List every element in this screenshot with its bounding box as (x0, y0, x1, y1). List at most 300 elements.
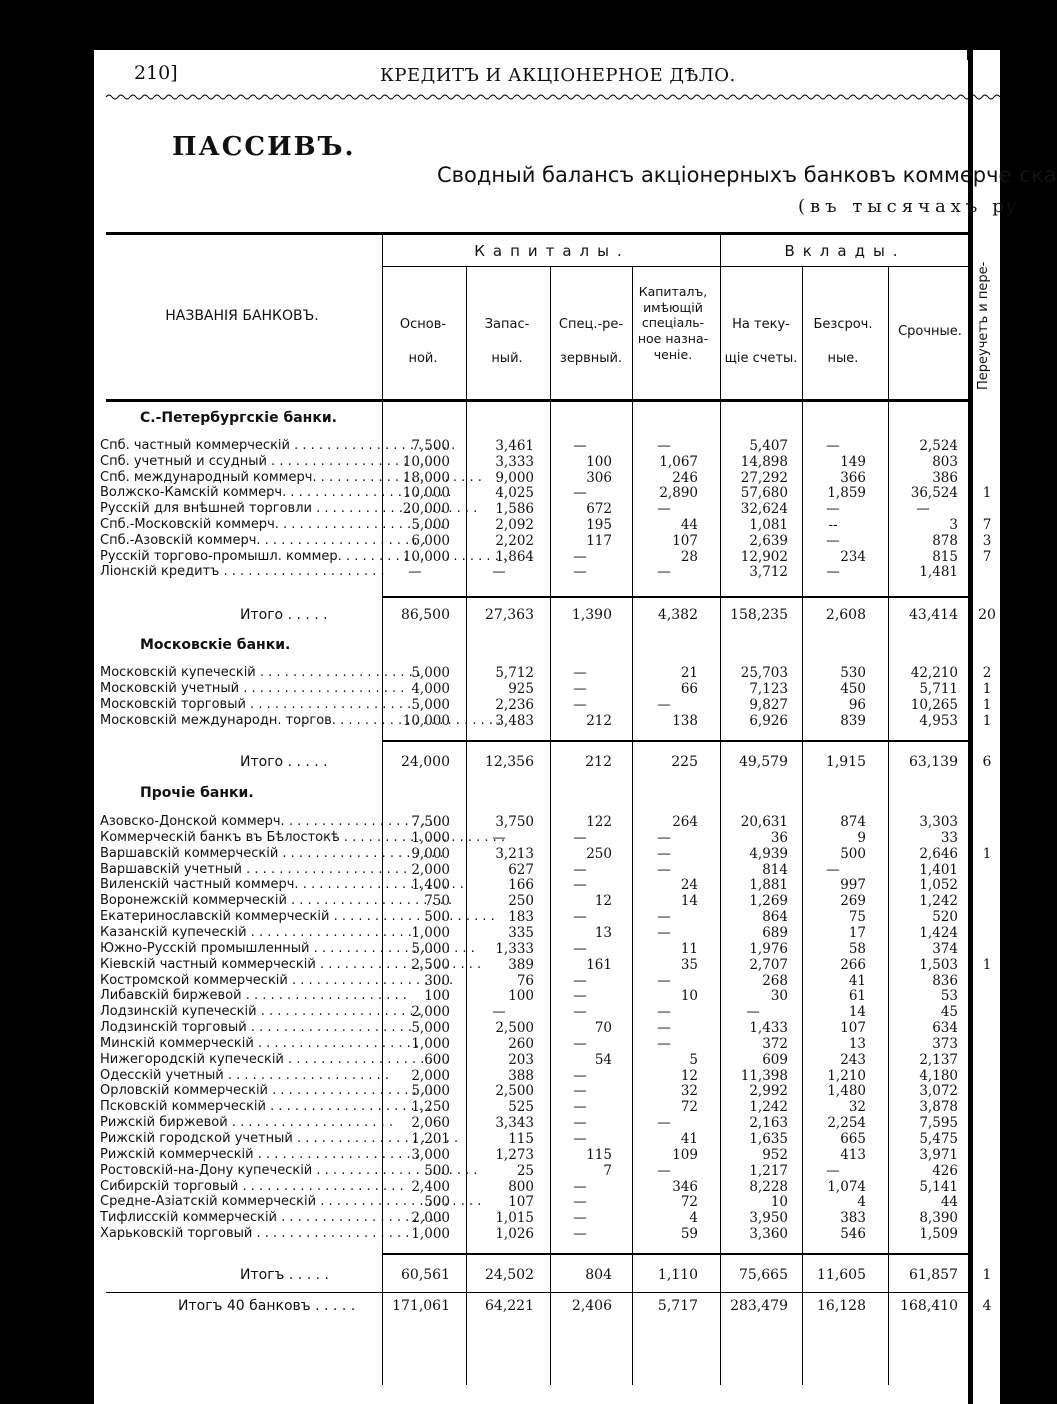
table-row (92, 909, 1000, 925)
cell-indefinite: 13 (848, 1035, 866, 1052)
cell-osnovnoi: 1,250 (411, 1099, 450, 1116)
cell-spec-reserve: — (573, 485, 587, 502)
capitals-group-rule (382, 266, 722, 267)
cell-term: 3,971 (919, 1146, 958, 1163)
cell-osnovnoi: 3,000 (411, 1146, 450, 1163)
cell-indefinite: 1,210 (827, 1067, 866, 1084)
cell-spec-reserve: — (573, 697, 587, 713)
cell-zapasnyi: 800 (508, 1178, 534, 1195)
cell-spec-reserve: — (573, 1226, 587, 1243)
cell-spec-reserve: — (573, 1083, 587, 1100)
grand-total-row (92, 1298, 1000, 1314)
total-label: Итогъ . . . . . (240, 1267, 329, 1283)
cell-current-accounts: 1,635 (749, 1131, 788, 1147)
bank-name: Рижскій биржевой . . . (100, 1115, 376, 1131)
table-row (92, 1194, 1000, 1210)
cell-special-capital: 264 (672, 814, 698, 830)
cell-spec-reserve: 1,390 (571, 607, 612, 623)
cell-spec-reserve: — (573, 665, 587, 681)
column-header-spec-reserve (550, 308, 632, 376)
cell-current-accounts: 2,163 (749, 1115, 788, 1132)
cell-zapasnyi: 2,500 (495, 1020, 534, 1037)
section-title-msk: Московскіе банки. (140, 637, 291, 653)
cell-term: 803 (932, 453, 958, 470)
cell-special-capital: — (657, 1004, 671, 1021)
cell-indefinite: 500 (840, 845, 866, 862)
table-row (92, 697, 1000, 713)
cell-term: 1,503 (919, 956, 958, 973)
cell-indefinite: 2,254 (827, 1115, 866, 1132)
spb-total-rule (382, 596, 968, 598)
cell-special-capital: — (657, 438, 671, 454)
cell-special-capital: — (657, 1020, 671, 1037)
cell-special-capital: 66 (680, 681, 698, 697)
cell-special-capital: — (657, 697, 671, 713)
bank-name: Русскій для внѣшней торговли . . . (100, 501, 376, 517)
cell-osnovnoi: 7,500 (411, 438, 450, 454)
cell-current-accounts: 158,235 (730, 607, 788, 623)
column-header-zapasnyi (466, 308, 548, 376)
cell-current-accounts: 3,360 (749, 1226, 788, 1243)
cell-current-accounts: 1,217 (749, 1162, 788, 1179)
cell-cut-column: 20 (978, 607, 996, 623)
cell-term: 10,265 (910, 697, 958, 713)
cell-term: 8,390 (919, 1210, 958, 1227)
bank-name: Азовско-Донской коммерч. . . . (100, 814, 376, 830)
cell-indefinite: 9 (857, 829, 866, 846)
cell-special-capital: — (657, 1115, 671, 1132)
cell-osnovnoi: 1,000 (411, 924, 450, 941)
column-header-line2: ный. (491, 350, 523, 366)
cell-current-accounts: 864 (762, 909, 788, 926)
cell-zapasnyi: 183 (508, 909, 534, 926)
bank-name: Московскій международн. торгов. . . . (100, 713, 376, 729)
cell-special-capital: 24 (680, 877, 698, 894)
cell-term: 4,953 (919, 713, 958, 729)
running-head: КРЕДИТЪ И АКЦІОНЕРНОЕ ДѢЛО. (380, 65, 736, 86)
cell-term: 63,139 (909, 754, 958, 770)
cell-current-accounts: 9,827 (749, 697, 788, 713)
cell-spec-reserve: — (573, 1178, 587, 1195)
section-title-other: Прочіе банки. (140, 785, 254, 801)
cell-osnovnoi: 2,000 (411, 1004, 450, 1021)
cell-zapasnyi: 100 (508, 988, 534, 1005)
cell-cut-column: 3 (982, 532, 992, 549)
cell-spec-reserve: 2,406 (571, 1298, 612, 1314)
cell-term: 5,475 (919, 1131, 958, 1147)
cell-osnovnoi: 500 (424, 909, 450, 926)
cell-spec-reserve: 672 (586, 501, 612, 518)
cell-zapasnyi: 388 (508, 1067, 534, 1084)
column-header-line1: Спец.-ре- (558, 317, 624, 332)
cell-cut-column: 1 (982, 1267, 992, 1283)
table-row (92, 1004, 1000, 1020)
bank-name: Спб.-Московскій коммерч. . . . (100, 517, 376, 533)
cell-cut-column: 4 (982, 1298, 992, 1314)
cell-osnovnoi: 24,000 (401, 754, 450, 770)
table-title: Сводный балансъ акціонерныхъ банковъ коммерче ска (437, 163, 1057, 187)
column-header-line2: ные. (827, 350, 859, 366)
cell-zapasnyi: 9,000 (495, 469, 534, 486)
page-number: 210] (134, 62, 178, 84)
cell-special-capital: 225 (671, 754, 698, 770)
msk-total-rule (382, 740, 968, 742)
cell-osnovnoi: 2,000 (411, 861, 450, 878)
table-row (92, 893, 1000, 909)
cell-term: 520 (932, 909, 958, 926)
cell-special-capital: 11 (680, 940, 698, 957)
cell-zapasnyi: 27,363 (485, 607, 534, 623)
cell-term: 5,711 (919, 681, 958, 697)
cell-current-accounts: 689 (762, 924, 788, 941)
cell-zapasnyi: 12,356 (485, 754, 534, 770)
cell-zapasnyi: 25 (516, 1162, 534, 1179)
column-header-line1: Основ- (399, 317, 447, 332)
cell-term: 3,878 (919, 1099, 958, 1116)
cell-osnovnoi: 1,000 (411, 829, 450, 846)
table-row (92, 549, 1000, 565)
cell-cut-column: 1 (982, 713, 992, 729)
cell-indefinite: — (826, 1162, 840, 1179)
cell-osnovnoi: 10,000 (402, 485, 450, 502)
cell-zapasnyi: 260 (508, 1035, 534, 1052)
cell-current-accounts: 2,992 (749, 1083, 788, 1100)
cell-special-capital: 28 (680, 548, 698, 565)
cell-indefinite: 75 (848, 909, 866, 926)
cell-osnovnoi: 60,561 (401, 1267, 450, 1283)
cell-current-accounts: 12,902 (740, 548, 788, 565)
table-row (92, 1052, 1000, 1068)
cell-spec-reserve: — (573, 1035, 587, 1052)
cell-spec-reserve: 804 (585, 1267, 612, 1283)
cell-zapasnyi: 389 (508, 956, 534, 973)
cell-term: 878 (932, 532, 958, 549)
bank-name: Рижскій городской учетный . . . (100, 1131, 376, 1147)
cell-indefinite: 546 (840, 1226, 866, 1243)
cell-current-accounts: 1,242 (749, 1099, 788, 1116)
cell-special-capital: 35 (680, 956, 698, 973)
header-bottom-rule (106, 399, 968, 402)
cell-spec-reserve: — (573, 909, 587, 926)
cell-spec-reserve: 100 (586, 453, 612, 470)
cell-special-capital: 41 (680, 1131, 698, 1147)
cell-spec-reserve: — (573, 1210, 587, 1227)
bank-name: Рижскій коммерческій . . . (100, 1147, 376, 1163)
table-row (92, 665, 1000, 681)
table-row (92, 438, 1000, 454)
cell-osnovnoi: 100 (424, 988, 450, 1005)
cell-indefinite: 530 (840, 665, 866, 681)
cell-cut-column: 1 (982, 697, 992, 713)
cell-term: 386 (932, 469, 958, 486)
cell-zapasnyi: 1,026 (495, 1226, 534, 1243)
total-row-spb (92, 607, 1000, 623)
cell-special-capital: 21 (680, 665, 698, 681)
bank-name: Виленскій частный коммерч. . . . (100, 877, 376, 893)
cell-spec-reserve: — (573, 1099, 587, 1116)
bank-name: Орловскій коммерческій . . . (100, 1083, 376, 1099)
cell-current-accounts: 4,939 (749, 845, 788, 862)
cell-special-capital: 14 (680, 893, 698, 910)
cell-spec-reserve: 212 (585, 754, 612, 770)
bank-name: Коммерческій банкъ въ Бѣлостокѣ . . . (100, 830, 376, 846)
cell-spec-reserve: 117 (586, 532, 612, 549)
cell-cut-column: 1 (982, 845, 992, 862)
cell-term: 1,481 (919, 564, 958, 581)
cell-spec-reserve: 250 (586, 845, 612, 862)
cell-term: 4,180 (919, 1067, 958, 1084)
cell-special-capital: 1,110 (657, 1267, 698, 1283)
cell-zapasnyi: 3,750 (495, 814, 534, 830)
cell-osnovnoi: 500 (424, 1194, 450, 1211)
table-row (92, 1083, 1000, 1099)
total-row-msk (92, 754, 1000, 770)
column-header-line2: ной. (408, 350, 438, 366)
cell-indefinite: — (826, 438, 840, 454)
table-row (92, 925, 1000, 941)
cell-zapasnyi: 115 (508, 1131, 534, 1147)
cell-zapasnyi: 1,864 (495, 548, 534, 565)
cell-current-accounts: 3,712 (749, 564, 788, 581)
cell-cut-column: 1 (982, 956, 992, 973)
bank-name: Южно-Русскій промышленный . . . (100, 941, 376, 957)
table-row (92, 941, 1000, 957)
cell-current-accounts: 36 (770, 829, 788, 846)
cell-spec-reserve: — (573, 861, 587, 878)
cell-term: 44 (940, 1194, 958, 1211)
cell-term: 1,424 (919, 924, 958, 941)
cell-term: 426 (932, 1162, 958, 1179)
cell-indefinite: 1,915 (825, 754, 866, 770)
cell-indefinite: 41 (848, 972, 866, 989)
cell-osnovnoi: 5,000 (411, 940, 450, 957)
cell-osnovnoi: 750 (424, 893, 450, 910)
cell-current-accounts: 20,631 (740, 814, 788, 830)
column-header-line1: На теку- (732, 317, 790, 332)
cell-current-accounts: 49,579 (739, 754, 788, 770)
cell-current-accounts: 1,081 (749, 517, 788, 533)
cell-special-capital: 32 (680, 1083, 698, 1100)
cell-special-capital: — (657, 845, 671, 862)
cell-spec-reserve: 70 (594, 1020, 612, 1037)
cell-spec-reserve: — (573, 438, 587, 454)
cell-special-capital: 10 (680, 988, 698, 1005)
cell-special-capital: — (657, 501, 671, 518)
bank-name: Спб. международный коммерч. . . . (100, 470, 376, 486)
cell-zapasnyi: 1,273 (495, 1146, 534, 1163)
cell-zapasnyi: 3,213 (495, 845, 534, 862)
cell-term: 61,857 (909, 1267, 958, 1283)
cell-osnovnoi: 500 (424, 1162, 450, 1179)
cell-term: 3,303 (919, 814, 958, 830)
cell-zapasnyi: 2,092 (495, 517, 534, 533)
cell-indefinite: 14 (848, 1004, 866, 1021)
table-row (92, 517, 1000, 533)
cell-special-capital: — (657, 861, 671, 878)
cell-zapasnyi: 2,236 (495, 697, 534, 713)
cell-indefinite: 269 (840, 893, 866, 910)
cell-indefinite: 1,074 (827, 1178, 866, 1195)
cell-osnovnoi: 20,000 (402, 501, 450, 518)
cell-indefinite: 243 (840, 1051, 866, 1068)
cell-indefinite: 58 (848, 940, 866, 957)
column-header-line1: Запас- (484, 317, 530, 332)
cell-term: 7,595 (919, 1115, 958, 1132)
cell-osnovnoi: 2,060 (411, 1115, 450, 1132)
table-row (92, 862, 1000, 878)
bank-name: Спб.-Азовскій коммерч. . . . (100, 533, 376, 549)
bank-name: Нижегородскій купеческій . . . (100, 1052, 376, 1068)
cell-current-accounts: 268 (762, 972, 788, 989)
cell-term: 3,072 (919, 1083, 958, 1100)
cell-term: 634 (932, 1020, 958, 1037)
bank-name: Сибирскій торговый . . . (100, 1179, 376, 1195)
cell-current-accounts: 5,407 (749, 438, 788, 454)
cell-spec-reserve: — (573, 988, 587, 1005)
table-row (92, 1147, 1000, 1163)
cell-term: 42,210 (910, 665, 958, 681)
cell-indefinite: 11,605 (817, 1267, 866, 1283)
cell-term: 3 (949, 517, 958, 533)
cell-indefinite: 450 (840, 681, 866, 697)
bank-name: Московскій учетный . . . (100, 681, 376, 697)
cell-spec-reserve: — (573, 829, 587, 846)
cell-cut-column: 7 (982, 548, 992, 565)
cell-cut-column: 1 (982, 485, 992, 502)
bank-name: Одесскій учетный . . . (100, 1068, 376, 1084)
cell-special-capital: 5 (689, 1051, 698, 1068)
cell-indefinite: — (826, 861, 840, 878)
cell-current-accounts: 283,479 (730, 1298, 788, 1314)
cell-indefinite: 107 (840, 1020, 866, 1037)
cell-current-accounts: 1,269 (749, 893, 788, 910)
table-row (92, 454, 1000, 470)
cell-spec-reserve: 306 (586, 469, 612, 486)
table-row (92, 830, 1000, 846)
cell-zapasnyi: 3,343 (495, 1115, 534, 1132)
table-row (92, 485, 1000, 501)
bank-name: Московскій торговый . . . (100, 697, 376, 713)
cell-spec-reserve: 12 (594, 893, 612, 910)
cell-indefinite: — (826, 532, 840, 549)
cell-current-accounts: 32,624 (740, 501, 788, 518)
cell-special-capital: — (657, 1162, 671, 1179)
cell-osnovnoi: 1,000 (411, 1035, 450, 1052)
cell-term: 815 (932, 548, 958, 565)
cell-indefinite: 2,608 (825, 607, 866, 623)
cell-osnovnoi: 7,500 (411, 814, 450, 830)
cell-indefinite: 665 (840, 1131, 866, 1147)
cell-current-accounts: 8,228 (749, 1178, 788, 1195)
cell-osnovnoi: 1,201 (411, 1131, 450, 1147)
table-row (92, 1036, 1000, 1052)
column-header-osnovnoi (382, 308, 464, 376)
table-row (92, 846, 1000, 862)
cell-indefinite: 266 (840, 956, 866, 973)
cell-osnovnoi: 5,000 (411, 1083, 450, 1100)
cell-current-accounts: 372 (762, 1035, 788, 1052)
cell-special-capital: 12 (680, 1067, 698, 1084)
cell-special-capital: — (657, 924, 671, 941)
table-row (92, 1115, 1000, 1131)
cell-osnovnoi: 10,000 (402, 453, 450, 470)
cell-current-accounts: 14,898 (740, 453, 788, 470)
cell-zapasnyi: 2,202 (495, 532, 534, 549)
cell-osnovnoi: — (408, 564, 422, 581)
table-row (92, 1099, 1000, 1115)
cell-special-capital: — (657, 564, 671, 581)
bank-name: Ростовскій-на-Дону купеческій . . . (100, 1163, 376, 1179)
cell-special-capital: — (657, 829, 671, 846)
cell-zapasnyi: 1,333 (495, 940, 534, 957)
section-title: ПАССИВЪ. (172, 132, 356, 162)
cell-spec-reserve: 195 (586, 517, 612, 533)
cell-indefinite: 234 (840, 548, 866, 565)
table-row (92, 814, 1000, 830)
cell-special-capital: — (657, 909, 671, 926)
cell-zapasnyi: 925 (508, 681, 534, 697)
cell-osnovnoi: 2,400 (411, 1178, 450, 1195)
column-header-term: Срочные. (898, 324, 962, 339)
column-header-line1: Безсроч. (813, 317, 873, 332)
cell-cut-column: 6 (982, 754, 992, 770)
total-label: Итого . . . . . (240, 754, 328, 770)
cell-spec-reserve: 212 (586, 713, 612, 729)
cell-term: 168,410 (900, 1298, 958, 1314)
cell-zapasnyi: 3,461 (495, 438, 534, 454)
cell-zapasnyi: 4,025 (495, 485, 534, 502)
section-title-spb: С.-Петербургскіе банки. (140, 410, 337, 426)
cell-special-capital: — (657, 972, 671, 989)
cell-osnovnoi: 2,000 (411, 1067, 450, 1084)
cell-special-capital: 346 (672, 1178, 698, 1195)
bank-name: Екатеринославскій коммерческій . . . (100, 909, 376, 925)
cell-indefinite: 96 (848, 697, 866, 713)
cell-current-accounts: 2,707 (749, 956, 788, 973)
cell-special-capital: — (657, 1035, 671, 1052)
cell-current-accounts: 27,292 (740, 469, 788, 486)
table-row (92, 533, 1000, 549)
cell-osnovnoi: 5,000 (411, 665, 450, 681)
cell-special-capital: 138 (672, 713, 698, 729)
cell-zapasnyi: 2,500 (495, 1083, 534, 1100)
cell-indefinite: 17 (848, 924, 866, 941)
cell-osnovnoi: 10,000 (402, 548, 450, 565)
cell-special-capital: 5,717 (657, 1298, 698, 1314)
cell-indefinite: 874 (840, 814, 866, 830)
cell-special-capital: 59 (680, 1226, 698, 1243)
deposits-group-rule (722, 266, 968, 267)
cell-indefinite: 149 (840, 453, 866, 470)
cell-spec-reserve: 161 (586, 956, 612, 973)
column-header-line2: щіе счеты. (724, 350, 798, 366)
cell-zapasnyi: — (492, 1004, 506, 1021)
cell-term: 1,242 (919, 893, 958, 910)
cell-spec-reserve: — (573, 1131, 587, 1147)
cell-indefinite: -- (828, 517, 838, 533)
cell-spec-reserve: 54 (594, 1051, 612, 1068)
cell-osnovnoi: 9,000 (411, 845, 450, 862)
cell-indefinite: — (826, 501, 840, 518)
cell-osnovnoi: 2,500 (411, 956, 450, 973)
table-row (92, 1020, 1000, 1036)
cell-current-accounts: 814 (762, 861, 788, 878)
cell-spec-reserve: 122 (586, 814, 612, 830)
cell-zapasnyi: 1,015 (495, 1210, 534, 1227)
table-row (92, 957, 1000, 973)
cell-current-accounts: 2,639 (749, 532, 788, 549)
cell-zapasnyi: 627 (508, 861, 534, 878)
